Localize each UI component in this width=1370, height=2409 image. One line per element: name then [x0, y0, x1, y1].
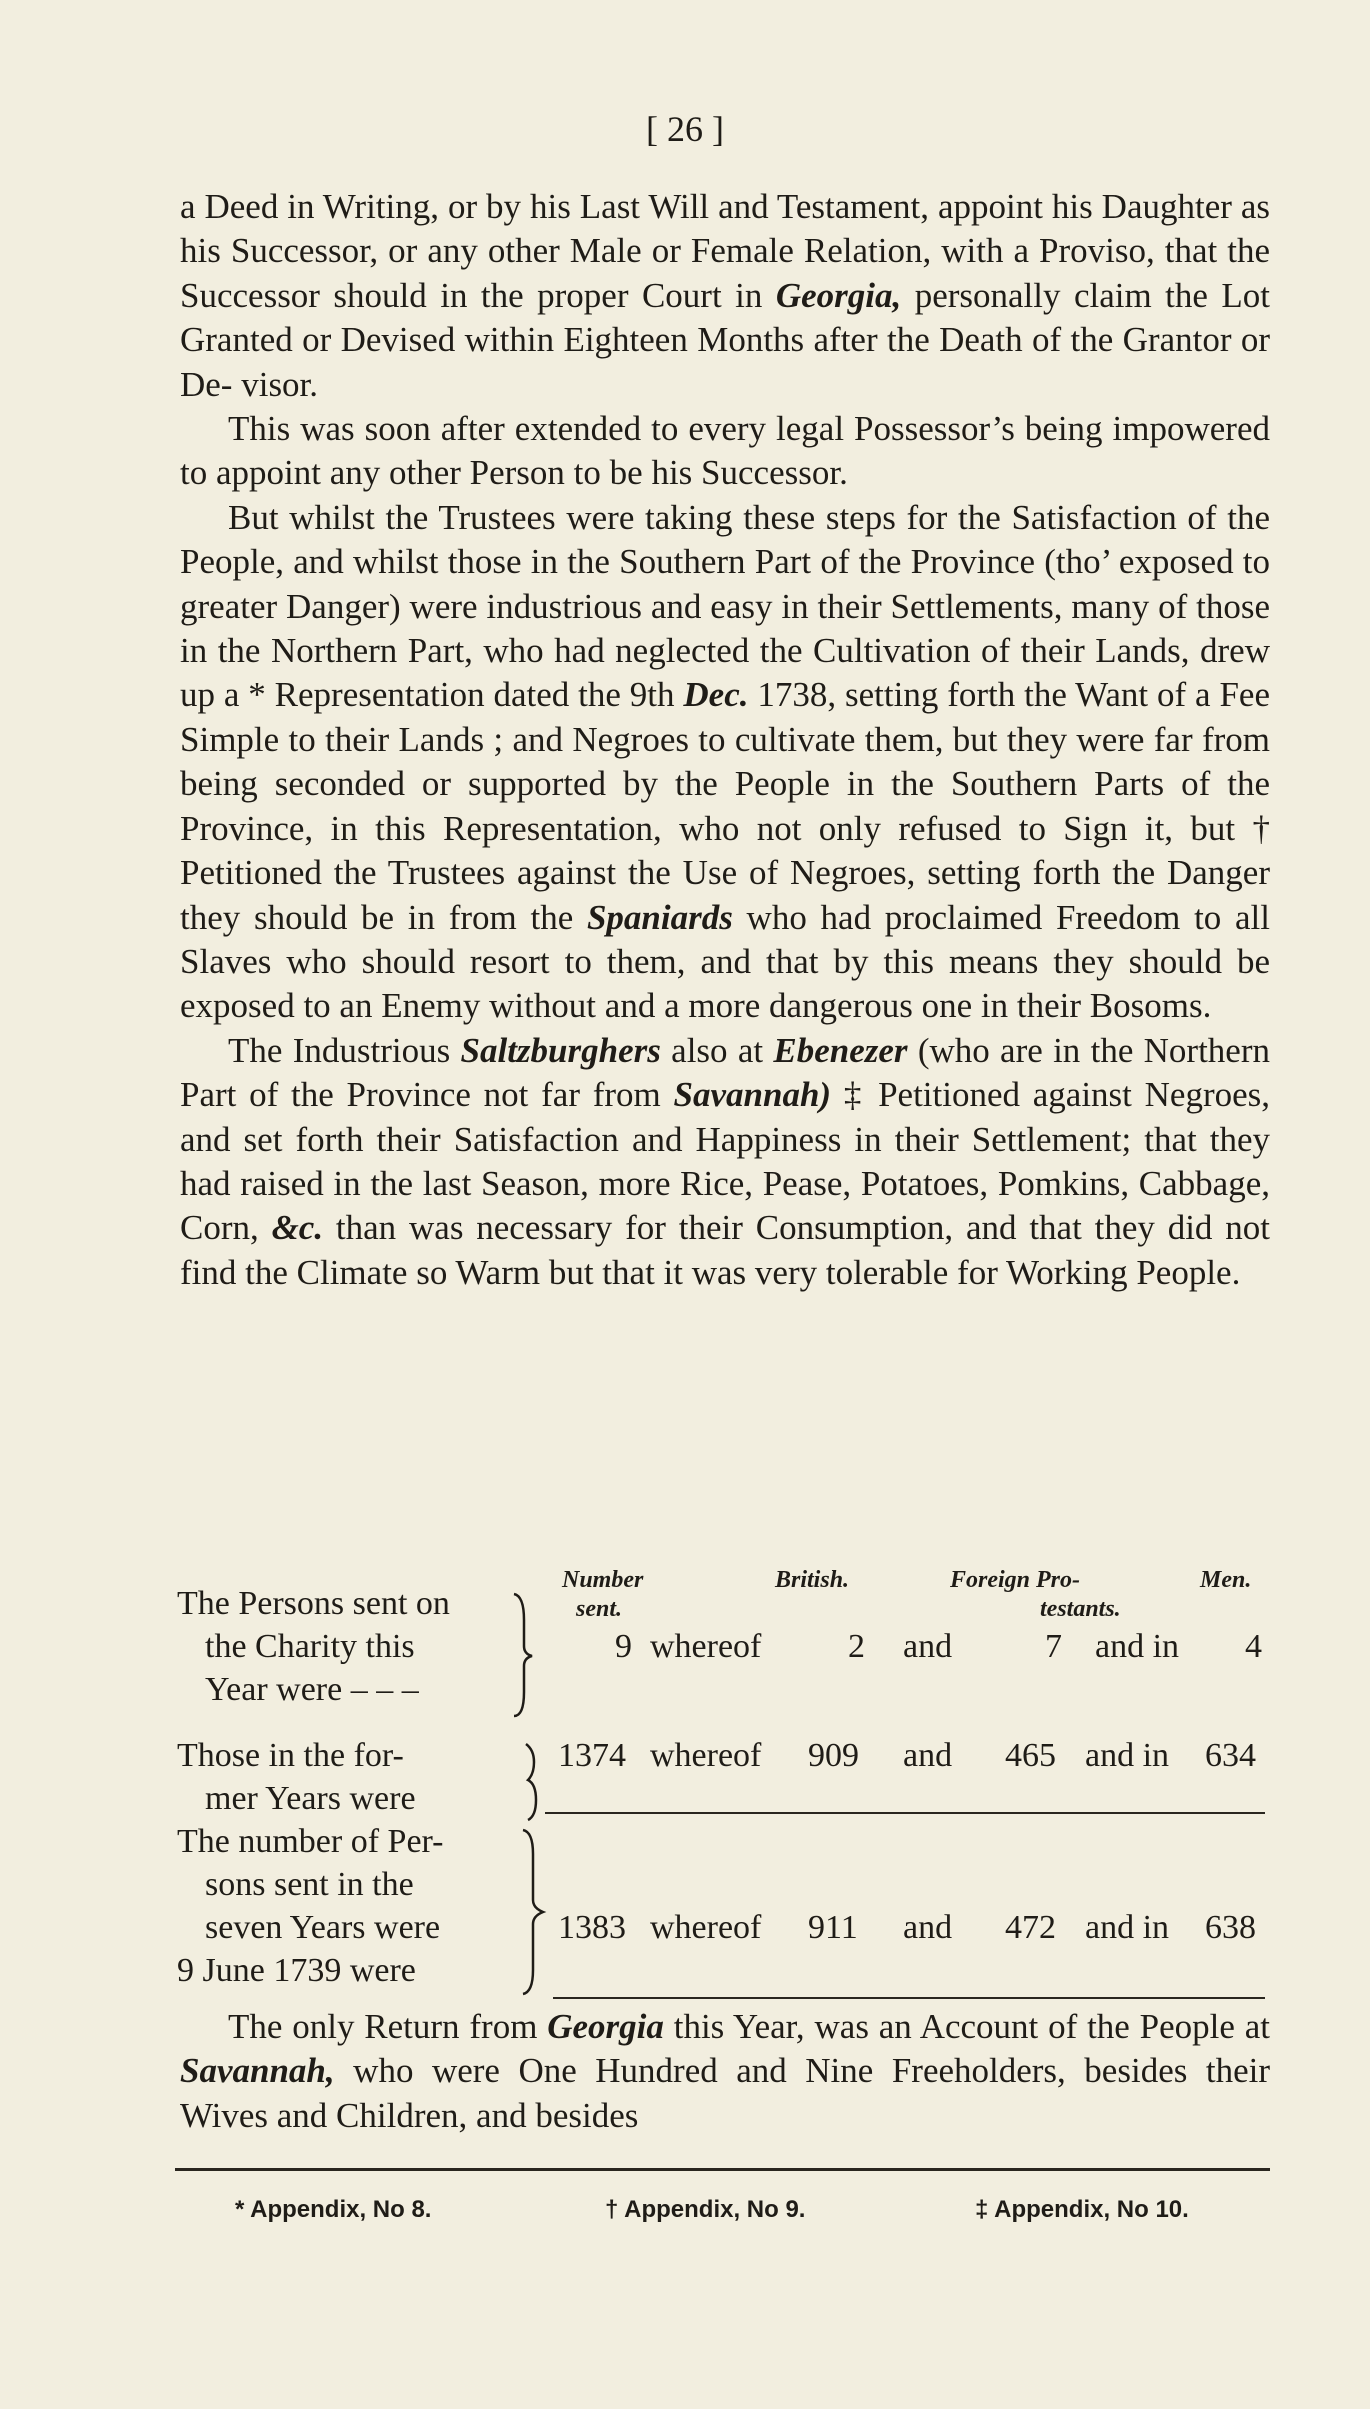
row3-label-line4: 9 June 1739 were: [177, 1952, 416, 1989]
row3-number: 1383: [558, 1909, 626, 1946]
text-run: This was soon after extended to every legal Possessor’s being impowered to appoint any other Person to be his Successor.: [180, 409, 1270, 493]
row3-foreign: 472: [1005, 1909, 1056, 1946]
text-run: a Deed in Writing, or by his Last Will and Testament, appoint his Daughter as his Successor, or any other Male or Female Relation, with a Proviso, that the Successor should in the proper Court in: [180, 187, 1270, 315]
row2-men: 634: [1205, 1737, 1256, 1774]
text-run: ‡ Petitioned against Negroes, and set forth their Satisfaction and Happiness in their Settlement; that they had raised in the last Season, more Rice, Pease, Potatoes, Pomkins, Cabbage, Corn,: [180, 1075, 1271, 1248]
text-run: (who are in the Northern Part of the Province not far from: [180, 1030, 1270, 1115]
row1-number: 9: [615, 1628, 632, 1665]
row1-label-line3: Year were – – –: [205, 1671, 419, 1708]
header-british: British.: [775, 1567, 850, 1593]
row2-number: 1374: [558, 1737, 626, 1774]
row3-rule: [553, 1997, 1265, 1999]
row1-foreign: 7: [1045, 1628, 1062, 1665]
italic-run: Savannah): [673, 1075, 832, 1115]
italic-run: Saltzburghers: [460, 1030, 661, 1070]
paragraph: [180, 407, 1270, 496]
row3-british: 911: [808, 1909, 858, 1946]
paragraph: [180, 1029, 1270, 1295]
row2-brace: [520, 1740, 544, 1824]
header-men: Men.: [1200, 1567, 1252, 1593]
text-run: The only Return from: [228, 2007, 548, 2046]
row3-and-in: and in: [1085, 1909, 1170, 1946]
footnote-2: † Appendix, No 9.: [605, 2196, 806, 2223]
italic-run: Dec.: [683, 675, 749, 715]
row2-and: and: [903, 1737, 953, 1774]
row2-british: 909: [808, 1737, 859, 1774]
row1-british: 2: [848, 1628, 865, 1665]
row3-brace: [515, 1826, 551, 1998]
paragraph: [180, 2005, 1270, 2138]
footnote-rule: [175, 2168, 1270, 2171]
row2-rule: [545, 1812, 1265, 1814]
italic-run: Spaniards: [586, 897, 733, 937]
italic-run: &c.: [271, 1208, 324, 1248]
page-number: [ 26 ]: [646, 109, 724, 149]
text-run: who were One Hundred and Nine Freeholders, besides their Wives and Children, and besides: [180, 2051, 1270, 2135]
row3-label-line3: seven Years were: [205, 1909, 441, 1946]
italic-run: Ebenezer: [773, 1030, 908, 1070]
paragraph: [180, 496, 1270, 1029]
text-run: this Year, was an Account of the People at: [663, 2007, 1270, 2046]
row3-whereof: whereof: [650, 1909, 762, 1946]
text-run: than was necessary for their Consumption, and that they did not find the Climate so Warm but that it was very tolerable for Working People.: [180, 1208, 1270, 1292]
row1-whereof: whereof: [650, 1628, 762, 1665]
italic-run: Georgia,: [775, 275, 902, 315]
header-foreign: Foreign Pro-: [950, 1567, 1081, 1593]
text-run: The Industrious: [228, 1030, 461, 1070]
row1-and: and: [903, 1628, 953, 1665]
text-run: also at: [660, 1030, 774, 1070]
text-run: personally claim the Lot Granted or Devised within Eighteen Months after the Death of the Grantor or De- visor.: [180, 275, 1270, 404]
row1-and-in: and in: [1095, 1628, 1180, 1665]
text-run: But whilst the Trustees were taking these steps for the Satisfaction of the People, and whilst those in the Southern Part of the Province (tho’ exposed to greater Danger) were industrious and easy in their Settlements, many of those in the Northern Part, who had neglected the Cultivation of their Lands, drew up a * Representation dated the 9th: [180, 497, 1270, 715]
row1-brace: [508, 1590, 538, 1720]
body-text: [180, 185, 1270, 1295]
text-run: who had proclaimed Freedom to all Slaves who should resort to them, and that by this means they should be exposed to an Enemy without and a more dangerous one in their Bosoms.: [180, 897, 1270, 1026]
header-sent: sent.: [576, 1596, 623, 1622]
row3-label-line1: The number of Per-: [177, 1823, 444, 1860]
italic-run: Savannah,: [180, 2051, 335, 2091]
row2-whereof: whereof: [650, 1737, 762, 1774]
row1-label-line2: the Charity this: [205, 1628, 415, 1665]
header-testants: testants.: [1040, 1596, 1121, 1622]
row2-label-line1: Those in the for-: [177, 1737, 404, 1774]
row1-men: 4: [1245, 1628, 1262, 1665]
row2-and-in: and in: [1085, 1737, 1170, 1774]
row3-label-line2: sons sent in the: [205, 1866, 414, 1903]
row3-men: 638: [1205, 1909, 1256, 1946]
row2-label-line2: mer Years were: [205, 1780, 416, 1817]
text-run: 1738, setting forth the Want of a Fee Simple to their Lands ; and Negroes to cultivate them, but they were far from being seconded or supported by the People in the Southern Parts of the Province, in this Representation, who not only refused to Sign it, but † Petitioned the Trustees against the Use of Negroes, setting forth the Danger they should be in from the: [180, 675, 1270, 937]
row2-foreign: 465: [1005, 1737, 1056, 1774]
italic-run: Georgia: [547, 2007, 664, 2046]
row3-and: and: [903, 1909, 953, 1946]
header-number: Number: [562, 1567, 644, 1593]
closing-paragraph: [180, 2005, 1270, 2138]
footnote-3: ‡ Appendix, No 10.: [975, 2196, 1189, 2223]
row1-label-line1: The Persons sent on: [177, 1585, 450, 1622]
footnote-1: * Appendix, No 8.: [235, 2196, 432, 2223]
paragraph: [180, 185, 1270, 407]
